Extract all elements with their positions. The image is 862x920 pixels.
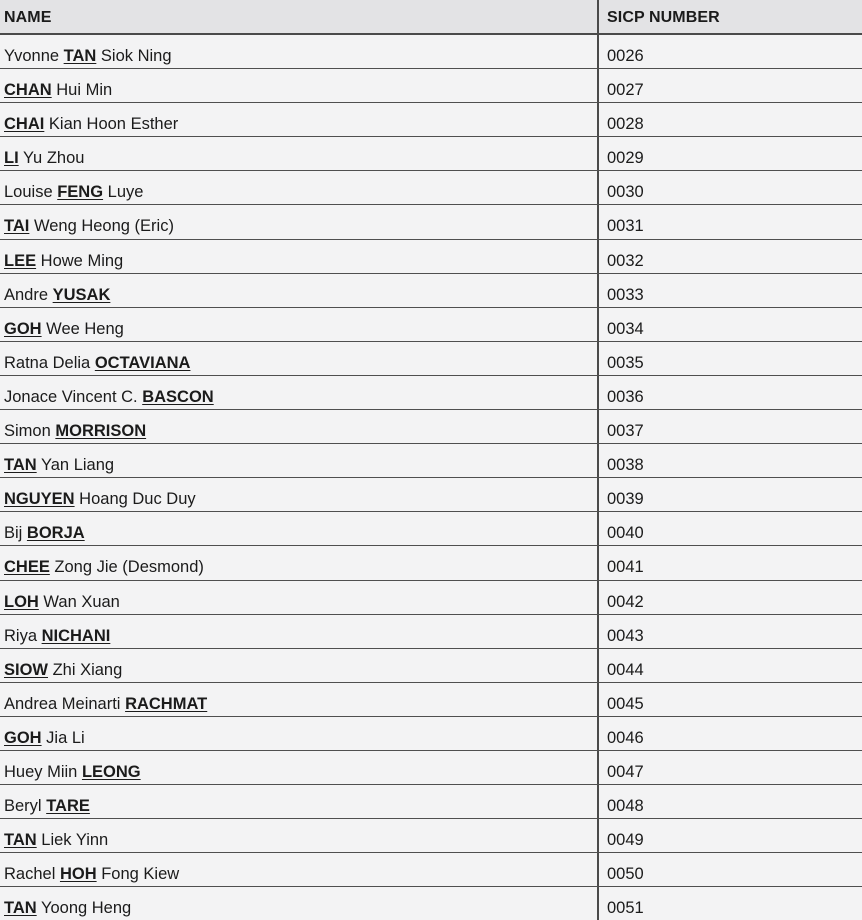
- given-name-text: Andrea Meinarti: [4, 694, 126, 713]
- sicp-number-cell: 0044: [607, 660, 644, 679]
- table-row: [0, 274, 862, 308]
- sicp-number-cell: 0050: [607, 865, 644, 884]
- table-row: [0, 546, 862, 580]
- table-header: [0, 0, 862, 35]
- table-row: [0, 410, 862, 444]
- given-name-text: Andre: [4, 285, 53, 304]
- surname-text: NGUYEN: [4, 490, 75, 509]
- sicp-number-cell: 0030: [607, 183, 644, 202]
- sicp-number-cell: 0042: [607, 592, 644, 611]
- surname-text: CHAN: [4, 81, 52, 100]
- name-cell: [0, 478, 599, 511]
- name-cell: [0, 853, 599, 886]
- name-cell: [0, 308, 599, 341]
- sicp-number-cell: 0031: [607, 217, 644, 236]
- table-row: [0, 171, 862, 205]
- given-name-text: Weng Heong (Eric): [29, 217, 174, 236]
- name-cell: [0, 240, 599, 273]
- table-row: [0, 69, 862, 103]
- table-row: [0, 137, 862, 171]
- name-cell: [0, 410, 599, 443]
- name-cell: [0, 69, 599, 102]
- given-name-text: Bij: [4, 524, 27, 543]
- table-row: [0, 683, 862, 717]
- table-row: [0, 478, 862, 512]
- given-name-text: Hui Min: [51, 81, 113, 100]
- surname-text: GOH: [4, 319, 42, 338]
- table-row: [0, 103, 862, 137]
- sicp-number-cell: 0032: [607, 251, 644, 270]
- name-cell: [0, 546, 599, 579]
- given-name-text: Jia Li: [41, 728, 85, 747]
- sicp-number-cell: 0049: [607, 831, 644, 850]
- sicp-number-cell: 0036: [607, 387, 644, 406]
- table-row: [0, 376, 862, 410]
- sicp-number-cell: 0045: [607, 694, 644, 713]
- surname-text: TARE: [46, 797, 90, 816]
- surname-text: BASCON: [142, 387, 214, 406]
- given-name-text: Yan Liang: [36, 456, 115, 475]
- name-cell: [0, 35, 599, 68]
- sicp-number-cell: 0027: [607, 81, 644, 100]
- given-name-text: Beryl: [4, 797, 47, 816]
- table-row: [0, 887, 862, 920]
- table-row: [0, 240, 862, 274]
- given-name-text: Rachel: [4, 865, 60, 884]
- surname-text: LOH: [4, 592, 39, 611]
- name-cell: [0, 376, 599, 409]
- given-name-text: Hoang Duc Duy: [74, 490, 196, 509]
- name-cell: [0, 683, 599, 716]
- table-row: [0, 342, 862, 376]
- sicp-number-cell: 0039: [607, 490, 644, 509]
- name-cell: [0, 751, 599, 784]
- sicp-number-cell: 0041: [607, 558, 644, 577]
- table-row: [0, 308, 862, 342]
- given-name-text: Louise: [4, 183, 58, 202]
- surname-text: BORJA: [26, 524, 85, 543]
- table-body: [0, 35, 862, 920]
- table-row: [0, 649, 862, 683]
- table-row: [0, 819, 862, 853]
- table-row: [0, 205, 862, 239]
- name-cell: [0, 615, 599, 648]
- table-row: [0, 717, 862, 751]
- table-row: [0, 512, 862, 546]
- table-row: [0, 853, 862, 887]
- given-name-text: Zong Jie (Desmond): [49, 558, 204, 577]
- surname-text: CHEE: [4, 558, 50, 577]
- sicp-number-cell: 0038: [607, 456, 644, 475]
- given-name-text: Yoong Heng: [36, 899, 132, 918]
- sicp-number-cell: 0047: [607, 762, 644, 781]
- surname-text: LEE: [4, 251, 37, 270]
- name-cell: [0, 649, 599, 682]
- given-name-text: Zhi Xiang: [48, 660, 123, 679]
- table-row: [0, 785, 862, 819]
- given-name-text: Wee Heng: [41, 319, 124, 338]
- name-cell: [0, 103, 599, 136]
- surname-text: HOH: [59, 865, 97, 884]
- sicp-number-cell: 0033: [607, 285, 644, 304]
- given-name-text: Yvonne: [4, 47, 64, 65]
- table-row: [0, 615, 862, 649]
- sicp-number-cell: 0046: [607, 728, 644, 747]
- surname-text: LEONG: [81, 762, 141, 781]
- given-name-text: Luye: [103, 183, 144, 202]
- sicp-number-cell: 0028: [607, 115, 644, 134]
- surname-text: RACHMAT: [125, 694, 208, 713]
- surname-text: SIOW: [4, 660, 48, 679]
- table-row: [0, 581, 862, 615]
- sicp-number-column-header: SICP NUMBER: [607, 9, 720, 26]
- surname-text: GOH: [4, 728, 42, 747]
- given-name-text: Yu Zhou: [18, 149, 85, 168]
- name-cell: [0, 274, 599, 307]
- surname-text: TAN: [63, 47, 97, 65]
- name-column-header: NAME: [0, 0, 599, 33]
- given-name-text: Wan Xuan: [38, 592, 120, 611]
- surname-text: TAI: [4, 217, 30, 236]
- given-name-text: Simon: [4, 422, 56, 441]
- given-name-text: Fong Kiew: [96, 865, 180, 884]
- name-cell: [0, 444, 599, 477]
- given-name-text: Huey Miin: [4, 762, 82, 781]
- name-cell: [0, 512, 599, 545]
- given-name-text: Kian Hoon Esther: [44, 115, 179, 134]
- name-cell: [0, 205, 599, 238]
- table-row: [0, 444, 862, 478]
- surname-text: MORRISON: [55, 422, 147, 441]
- surname-text: TAN: [4, 899, 37, 918]
- sicp-number-cell: 0048: [607, 797, 644, 816]
- name-cell: [0, 137, 599, 170]
- surname-text: YUSAK: [52, 285, 111, 304]
- sicp-number-cell: 0026: [607, 47, 644, 65]
- name-cell: [0, 785, 599, 818]
- given-name-text: Howe Ming: [36, 251, 124, 270]
- surname-text: TAN: [4, 456, 37, 475]
- table-row: [0, 35, 862, 69]
- surname-text: FENG: [57, 183, 104, 202]
- surname-text: TAN: [4, 831, 37, 850]
- sicp-number-cell: 0043: [607, 626, 644, 645]
- surname-text: NICHANI: [41, 626, 111, 645]
- sicp-number-cell: 0034: [607, 319, 644, 338]
- given-name-text: Jonace Vincent C.: [4, 387, 143, 406]
- given-name-text: Liek Yinn: [36, 831, 109, 850]
- sicp-number-cell: 0035: [607, 353, 644, 372]
- name-cell: [0, 342, 599, 375]
- sicp-number-cell: 0040: [607, 524, 644, 543]
- surname-text: LI: [4, 149, 19, 168]
- name-cell: [0, 171, 599, 204]
- name-cell: [0, 819, 599, 852]
- sicp-number-cell: 0037: [607, 422, 644, 441]
- surname-text: CHAI: [4, 115, 45, 134]
- sicp-number-cell: 0029: [607, 149, 644, 168]
- name-cell: [0, 581, 599, 614]
- name-cell: [0, 717, 599, 750]
- given-name-text: Ratna Delia: [4, 353, 95, 372]
- table-row: [0, 751, 862, 785]
- given-name-text: Riya: [4, 626, 42, 645]
- sicp-number-cell: 0051: [607, 899, 644, 918]
- name-cell: [0, 887, 599, 920]
- given-name-text: Siok Ning: [96, 47, 172, 65]
- surname-text: OCTAVIANA: [94, 353, 191, 372]
